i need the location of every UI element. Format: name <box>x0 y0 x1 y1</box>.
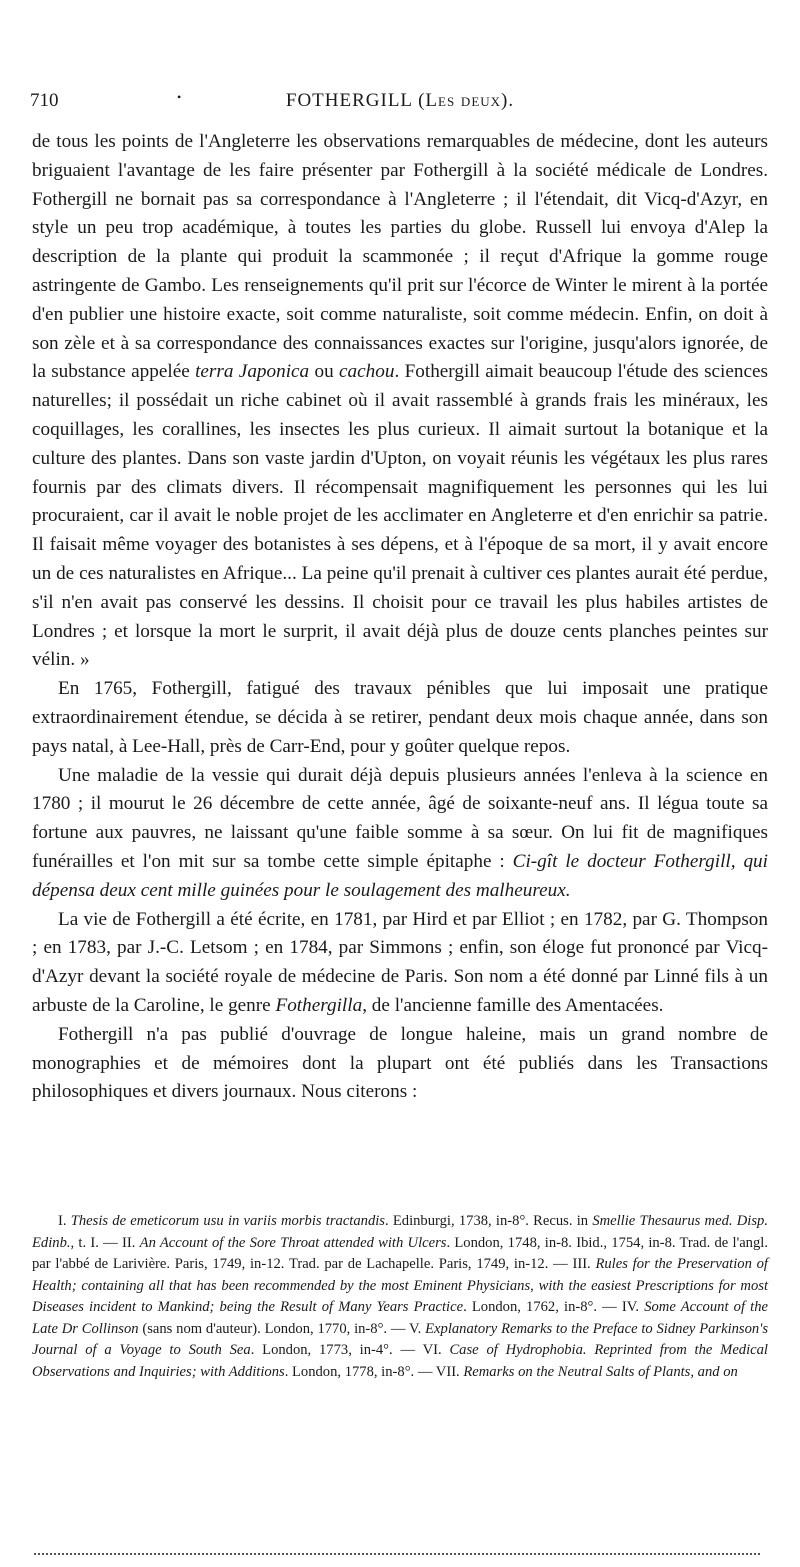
main-text <box>32 128 768 1107</box>
italic-text-run: Thesis de emeticorum usu in variis morbis tractandis <box>70 1213 385 1229</box>
running-header <box>30 90 770 116</box>
italic-text-run: cachou <box>339 361 395 383</box>
paragraph-1 <box>32 128 768 675</box>
italic-text-run: terra Japonica <box>195 361 310 383</box>
italic-text-run: Rules for the Preservation of Health; containing all that has been recommended by the most Eminent Physicians, with the easiest Prescriptions for most Diseases incident to Mankind; being the Result of Many Years Practice <box>32 1256 768 1315</box>
text-run: ou <box>309 361 340 383</box>
running-title-subtitle: (Les deux). <box>418 90 515 111</box>
paragraph-4 <box>32 906 768 1021</box>
paragraph-2 <box>32 675 768 761</box>
italic-text-run: Explanatory Remarks to the Preface to Sidney Parkinson's Journal of a Voyage to South Sea <box>32 1320 769 1358</box>
italic-text-run: An Account of the Sore Throat attended with Ulcers <box>139 1234 447 1251</box>
text-run: , de l'ancienne famille des Amentacées. <box>362 994 664 1016</box>
page-number: 710 <box>30 90 59 111</box>
text-run: (sans nom d'auteur). London, 1770, in-8°. — V. <box>138 1320 426 1337</box>
italic-text-run: Ci-gît le docteur Fothergill, qui dépensa deux cent mille guinées pour le soulagement des malheureux. <box>32 850 768 901</box>
text-run: En 1765, Fothergill, fatigué des travaux pénibles que lui imposait une pratique extraordinairement étendue, se décida à se retirer, pendant deux mois chaque année, dans son pays natal, à Lee-Hall, près de Carr-End, pour y goûter quelque repos. <box>32 678 768 757</box>
text-run: . London, 1773, in-4°. — VI. <box>250 1342 450 1358</box>
paragraph-3 <box>32 762 768 906</box>
text-run: . London, 1748, in-8. Ibid., 1754, in-8. Trad. de l'angl. par l'abbé de Larivière. Paris, 1749, in-12. Trad. par de Lachapelle. Paris, 1749, in-12. — III. <box>32 1234 768 1272</box>
footer-dotted-rule <box>34 1553 760 1555</box>
text-run: de tous les points de l'Angleterre les observations remarquables de médecine, dont les auteurs briguaient l'avantage de les faire présenter par Fothergill à la société médicale de Londres. Fothergill ne bornait pas sa correspondance à l'Angleterre ; il l'étendait, dit Vicq-d'Azyr, en style un peu trop académique, à toutes les parties du globe. Russell lui envoya d'Alep la description de la plante qui produit la scammonée ; il reçut d'Afrique la gomme rouge astringente de Gambo. Les renseignements qu'il prit sur l'écorce de Winter le mirent à la portée d'en publier une histoire exacte, soit comme naturaliste, soit comme médecin. Enfin, on doit à son zèle et à sa correspondance des connaissances exactes sur l'origine, jusqu'alors ignorée, de la substance appelée <box>32 131 768 383</box>
text-run: , t. I. — II. <box>70 1234 140 1251</box>
paragraph-5 <box>32 1021 768 1107</box>
running-title-name: FOTHERGILL <box>285 90 413 111</box>
italic-text-run: Smellie Thesaurus med. Disp. Edinb. <box>32 1213 768 1251</box>
text-run: Une maladie de la vessie qui durait déjà depuis plusieurs années l'enleva à la science en 1780 ; il mourut le 26 décembre de cette année, âgé de soixante-neuf ans. Il légua toute sa fortune aux pauvres, ne laissant qu'une faible somme à sa sœur. On lui fit de magnifiques funérailles et l'on mit sur sa tombe cette simple épitaphe : <box>32 764 768 872</box>
italic-text-run: Remarks on the Neutral Salts of Plants, and on <box>463 1363 738 1380</box>
bibliography-list <box>32 1211 768 1383</box>
running-title <box>30 90 770 112</box>
text-run: La vie de Fothergill a été écrite, en 1781, par Hird et par Elliot ; en 1782, par G. Thompson ; en 1783, par J.-C. Letsom ; en 1784, par Simmons ; enfin, son éloge fut prononcé par Vicq-d'Azyr devant la société royale de médecine de Paris. Son nom a été donné par Linné fils à un arbuste de la Caroline, le genre <box>32 908 768 1016</box>
header-bullet-mark: • <box>177 90 182 104</box>
text-run: . Edinburgi, 1738, in-8°. Recus. in <box>384 1213 593 1229</box>
text-run: I. <box>58 1213 71 1229</box>
italic-text-run: Case of Hydrophobia. Reprinted from the Medical Observations and Inquiries; with Additions <box>32 1342 768 1380</box>
text-run: . Fothergill aimait beaucoup l'étude des sciences naturelles; il possédait un riche cabinet où il avait rassemblé à grands frais les minéraux, les coquillages, les corallines, les insectes les plus curieux. Il aimait surtout la botanique et la culture des plantes. Dans son vaste jardin d'Upton, on voyait réunis les végétaux les plus rares fournis par des climats divers. Il récompensait magnifiquement les personnes qui les lui procuraient, car il avait le noble projet de les acclimater en Angleterre et d'en enrichir sa patrie. Il faisait même voyager des botanistes à ses dépens, et à l'époque de sa mort, il y avait encore un de ces naturalistes en Afrique... La peine qu'il prenait à cultiver ces plantes aurait été perdue, s'il n'en avait pas conservé les dessins. Il choisit pour ce travail les plus habiles artistes de Londres ; et lorsque la mort le surprit, il avait déjà plus de douze cents planches peintes sur vélin. » <box>32 361 768 671</box>
text-run: . London, 1762, in-8°. — IV. <box>463 1299 645 1315</box>
italic-text-run: Some Account of the Late Dr Collinson <box>32 1299 768 1337</box>
italic-text-run: Fothergilla <box>275 994 363 1016</box>
text-run: . London, 1778, in-8°. — VII. <box>284 1363 464 1380</box>
text-run: Fothergill n'a pas publié d'ouvrage de longue haleine, mais un grand nombre de monographies et de mémoires dont la plupart ont été publiés dans les Transactions philosophiques et divers journaux. Nous citerons : <box>32 1023 768 1103</box>
bibliography-notes <box>32 1211 768 1383</box>
